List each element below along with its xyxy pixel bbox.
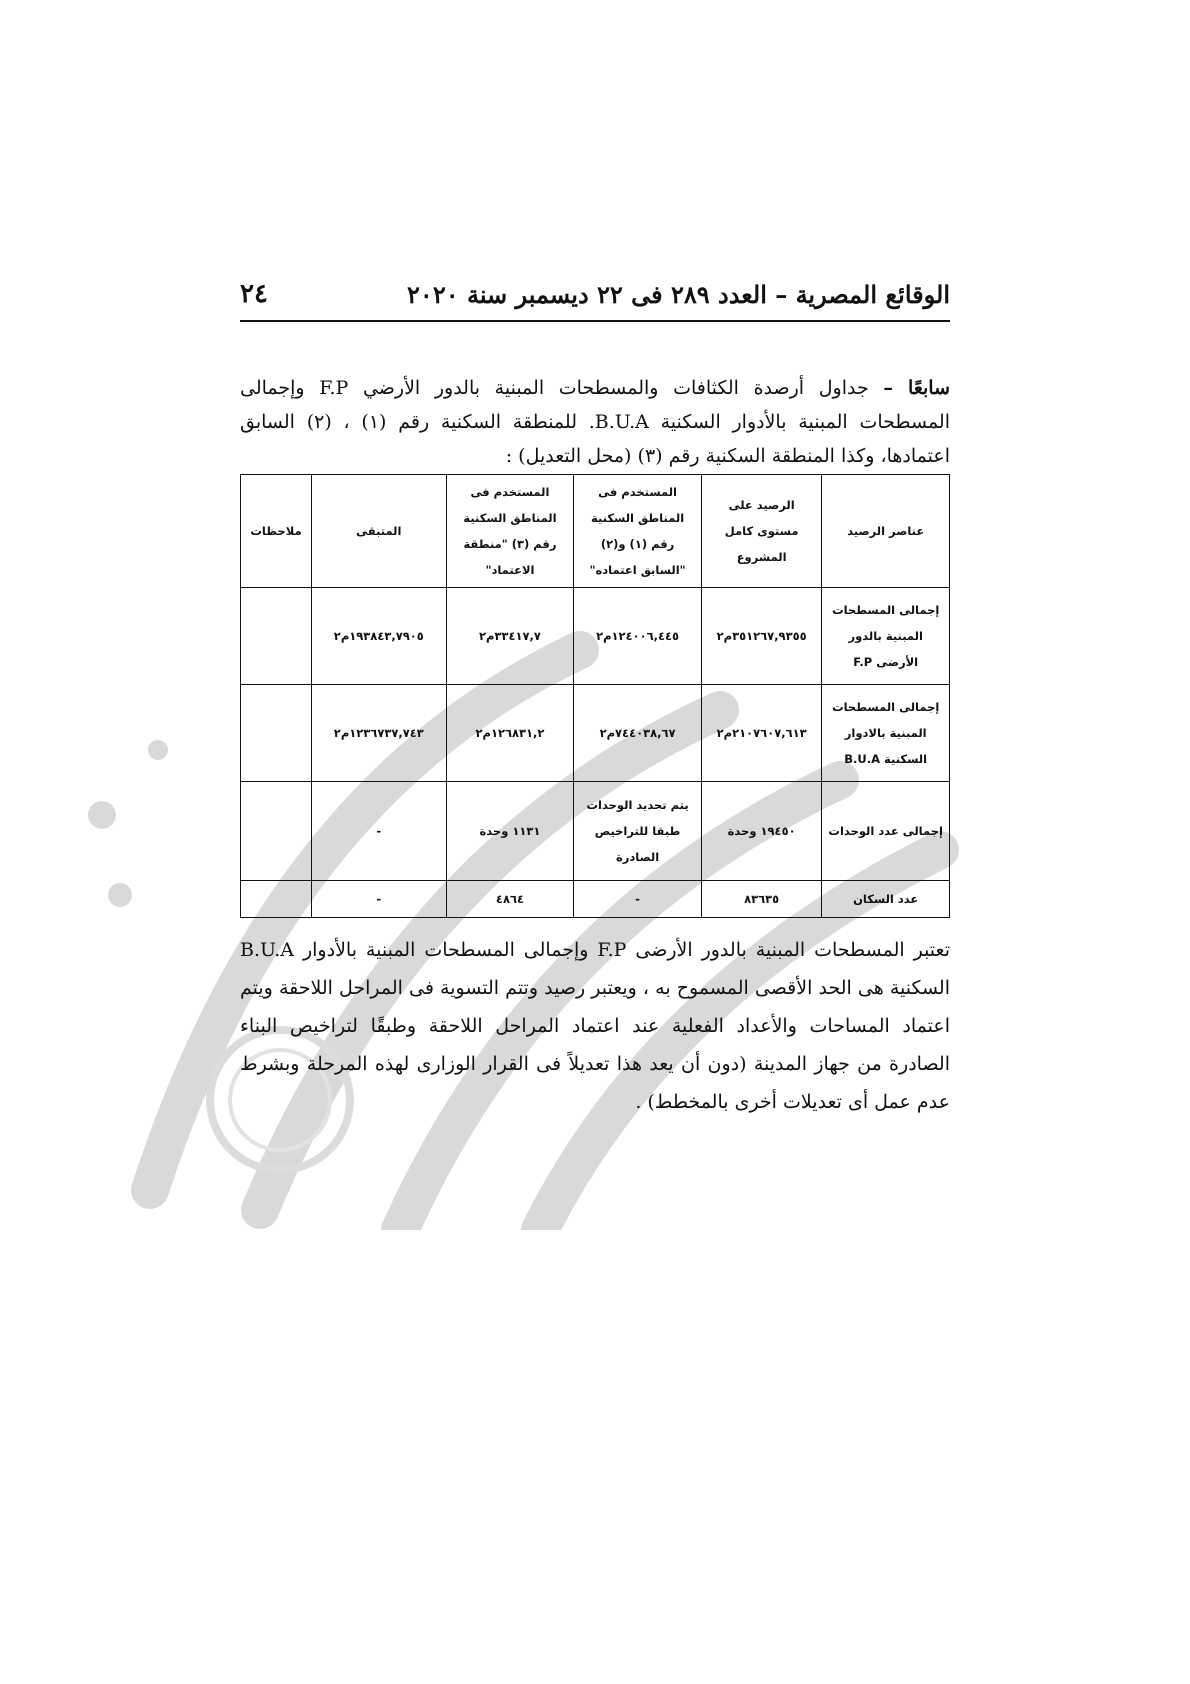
page-header [240,274,950,314]
cell-used-zones-1-2: ١٢٤٠٠٦,٤٤٥م٢ [574,588,702,685]
table-row [241,782,950,881]
page-number: ٢٤ [240,279,268,309]
header-cell-used-zones-1-2: المستخدم فى المناطق السكنية رقم (١) و(٢) "السابق اعتماده" [574,475,702,588]
table-header-row [241,475,950,588]
cell-used-zones-1-2: - [574,881,702,918]
table-row [241,881,950,918]
intro-paragraph [240,371,950,473]
cell-notes [241,685,312,782]
header-cell-total: الرصيد على مستوى كامل المشروع [701,475,822,588]
cell-used-zone-3: ١٢٦٨٣١,٢م٢ [446,685,574,782]
balance-table [240,474,950,918]
cell-remaining: ١٢٣٦٧٣٧,٧٤٣م٢ [311,685,446,782]
cell-total: ٣٥١٢٦٧,٩٣٥٥م٢ [701,588,822,685]
cell-notes [241,881,312,918]
header-cell-elements: عناصر الرصيد [822,475,950,588]
header-divider [240,320,950,322]
cell-used-zones-1-2: ٧٤٤٠٣٨,٦٧م٢ [574,685,702,782]
header-cell-remaining: المتبقى [311,475,446,588]
cell-total: ١٩٤٥٠ وحدة [701,782,822,881]
cell-used-zone-3: ٣٣٤١٧,٧م٢ [446,588,574,685]
cell-total: ٨٣٦٣٥ [701,881,822,918]
cell-used-zone-3: ١١٣١ وحدة [446,782,574,881]
row-label: إجمالى المسطحات المبنية بالادوار السكنية B.U.A [822,685,950,782]
cell-remaining: - [311,782,446,881]
row-label: عدد السكان [822,881,950,918]
header-cell-used-zone-3: المستخدم فى المناطق السكنية رقم (٣) "منطقة الاعتماد" [446,475,574,588]
row-label: إجمالى عدد الوحدات [822,782,950,881]
cell-notes [241,588,312,685]
cell-used-zone-3: ٤٨٦٤ [446,881,574,918]
table-row [241,588,950,685]
cell-remaining: ١٩٣٨٤٣,٧٩٠٥م٢ [311,588,446,685]
intro-text: جداول أرصدة الكثافات والمسطحات المبنية بالدور الأرضي F.P وإجمالى المسطحات المبنية بالأدوار السكنية B.U.A. للمنطقة السكنية رقم (١) ، (٢) السابق اعتمادها، وكذا المنطقة السكنية رقم (٣) (محل التعديل) : [240,377,951,467]
header-cell-notes: ملاحظات [241,475,312,588]
cell-used-zones-1-2: يتم تحديد الوحدات طبقا للتراخيص الصادرة [574,782,702,881]
intro-lead: سابعًا – [883,377,951,399]
closing-paragraph: تعتبر المسطحات المبنية بالدور الأرضى F.P وإجمالى المسطحات المبنية بالأدوار B.U.A السكنية هى الحد الأقصى المسموح به ، ويعتبر رصيد وتتم التسوية فى المراحل اللاحقة ويتم اعتماد المساحات والأعداد الفعلية عند اعتماد المراحل اللاحقة وطبقًا لتراخيص البناء الصادرة من جهاز المدينة (دون أن يعد هذا تعديلاً فى القرار الوزارى لهذه المرحلة وبشرط عدم عمل أى تعديلات أخرى بالمخطط) . [240,939,950,1113]
table-row [241,685,950,782]
cell-notes [241,782,312,881]
cell-remaining: - [311,881,446,918]
cell-total: ٢١٠٧٦٠٧,٦١٣م٢ [701,685,822,782]
row-label: إجمالى المسطحات المبنية بالدور الأرضى F.P [822,588,950,685]
gazette-title: الوقائع المصرية – العدد ٢٨٩ فى ٢٢ ديسمبر سنة ٢٠٢٠ [407,279,950,309]
